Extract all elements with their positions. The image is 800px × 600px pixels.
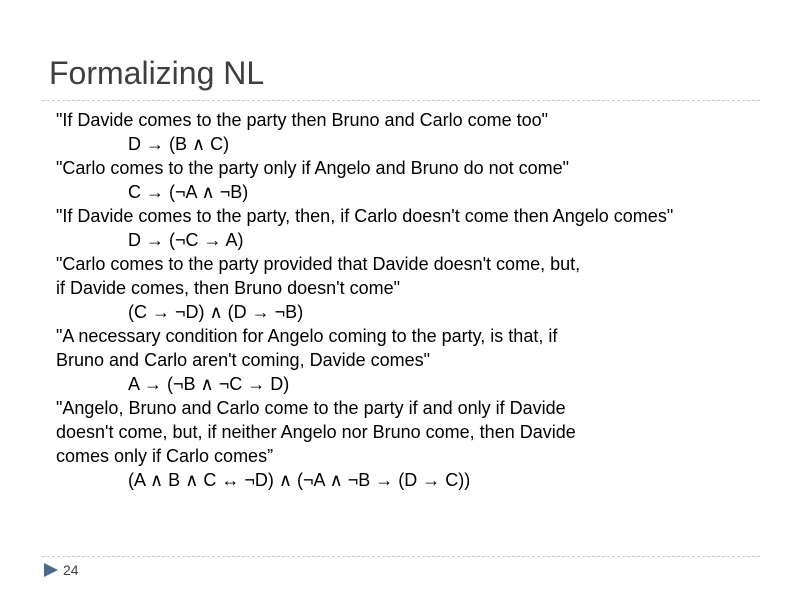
sentence-4-formula: (C → ¬D) ∧ (D → ¬B) xyxy=(128,302,304,322)
sentence-5-text-line-2: Bruno and Carlo aren't coming, Davide comes" xyxy=(56,350,431,370)
slide-body xyxy=(56,108,776,492)
sentence-2-formula: C → (¬A ∧ ¬B) xyxy=(128,182,249,202)
sentence-6-text-line-2: doesn't come, but, if neither Angelo nor Bruno come, then Davide xyxy=(56,422,576,442)
sentence-1-text: "If Davide comes to the party then Bruno and Carlo come too" xyxy=(56,110,549,130)
page-number: 24 xyxy=(63,562,79,578)
footer-divider xyxy=(42,556,760,557)
slide-title: Formalizing NL xyxy=(49,55,265,91)
sentence-4-text-line-2: if Davide comes, then Bruno doesn't come" xyxy=(56,278,401,298)
sentence-5-text-line-1: "A necessary condition for Angelo coming to the party, is that, if xyxy=(56,326,558,346)
sentence-6-text-line-1: "Angelo, Bruno and Carlo come to the party if and only if Davide xyxy=(56,398,566,418)
sentence-1-formula: D → (B ∧ C) xyxy=(128,134,230,154)
sentence-3-text: "If Davide comes to the party, then, if Carlo doesn't come then Angelo comes" xyxy=(56,206,674,226)
sentence-2-text: "Carlo comes to the party only if Angelo and Bruno do not come" xyxy=(56,158,570,178)
sentence-6-formula: (A ∧ B ∧ C ↔ ¬D) ∧ (¬A ∧ ¬B → (D → C)) xyxy=(128,470,471,490)
sentence-5-formula: A → (¬B ∧ ¬C → D) xyxy=(128,374,290,394)
sentence-6-text-line-3: comes only if Carlo comes” xyxy=(56,446,274,466)
title-divider xyxy=(42,100,760,101)
sentence-3-formula: D → (¬C → A) xyxy=(128,230,244,250)
triangle-bullet-icon xyxy=(42,561,60,579)
sentence-4-text-line-1: "Carlo comes to the party provided that Davide doesn't come, but, xyxy=(56,254,581,274)
